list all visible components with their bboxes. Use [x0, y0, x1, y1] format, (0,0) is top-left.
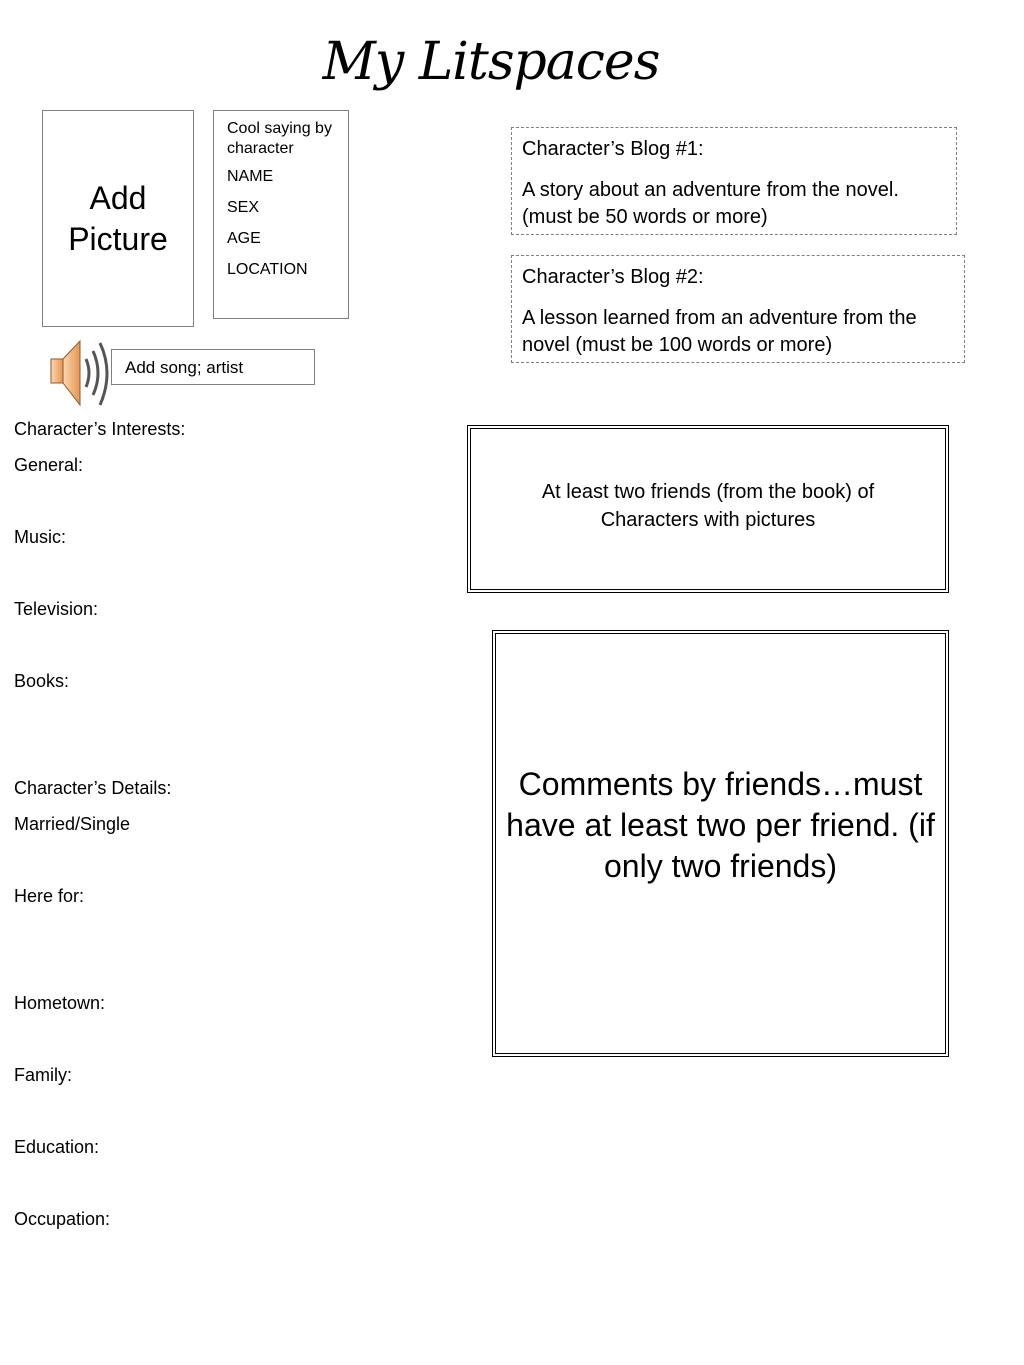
blog-2-heading: Character’s Blog #2:: [522, 266, 704, 288]
interest-books-label: Books:: [14, 671, 70, 691]
character-info-box: [213, 110, 349, 319]
detail-education-label: Education:: [14, 1137, 100, 1157]
age-field-label: AGE: [227, 230, 261, 247]
blog-1-box: [511, 127, 957, 235]
blog-1-text: A story about an adventure from the novel. (must be 50 words or more): [522, 179, 899, 228]
add-picture-box[interactable]: Add Picture: [42, 110, 194, 327]
detail-family-label: Family:: [14, 1065, 72, 1085]
page-title: My Litspaces: [322, 32, 660, 92]
name-field-label: NAME: [227, 168, 274, 185]
interest-music-label: Music:: [14, 527, 67, 547]
interests-heading: Character’s Interests:: [14, 419, 186, 439]
friends-box: [467, 425, 949, 593]
interest-general-label: General:: [14, 455, 84, 475]
interest-television-label: Television:: [14, 599, 99, 619]
comments-text: Comments by friends…must have at least two per friend. (if only two friends): [506, 766, 935, 884]
detail-occupation-label: Occupation:: [14, 1209, 111, 1229]
blog-1-heading: Character’s Blog #1:: [522, 138, 704, 160]
song-input[interactable]: Add song; artist: [111, 349, 315, 385]
blog-2-text: A lesson learned from an adventure from the novel (must be 100 words or more): [522, 307, 917, 356]
detail-here-for-label: Here for:: [14, 886, 85, 906]
detail-married-label: Married/Single: [14, 814, 131, 834]
comments-box: [492, 630, 949, 1057]
sex-field-label: SEX: [227, 199, 260, 216]
speaker-icon[interactable]: [48, 337, 118, 409]
friends-text: At least two friends (from the book) of Characters with pictures: [541, 481, 875, 531]
blog-2-box: [511, 255, 965, 363]
cool-saying-label: Cool saying by character: [227, 120, 332, 157]
location-field-label: LOCATION: [227, 261, 308, 278]
detail-hometown-label: Hometown:: [14, 993, 106, 1013]
details-heading: Character’s Details:: [14, 778, 172, 798]
